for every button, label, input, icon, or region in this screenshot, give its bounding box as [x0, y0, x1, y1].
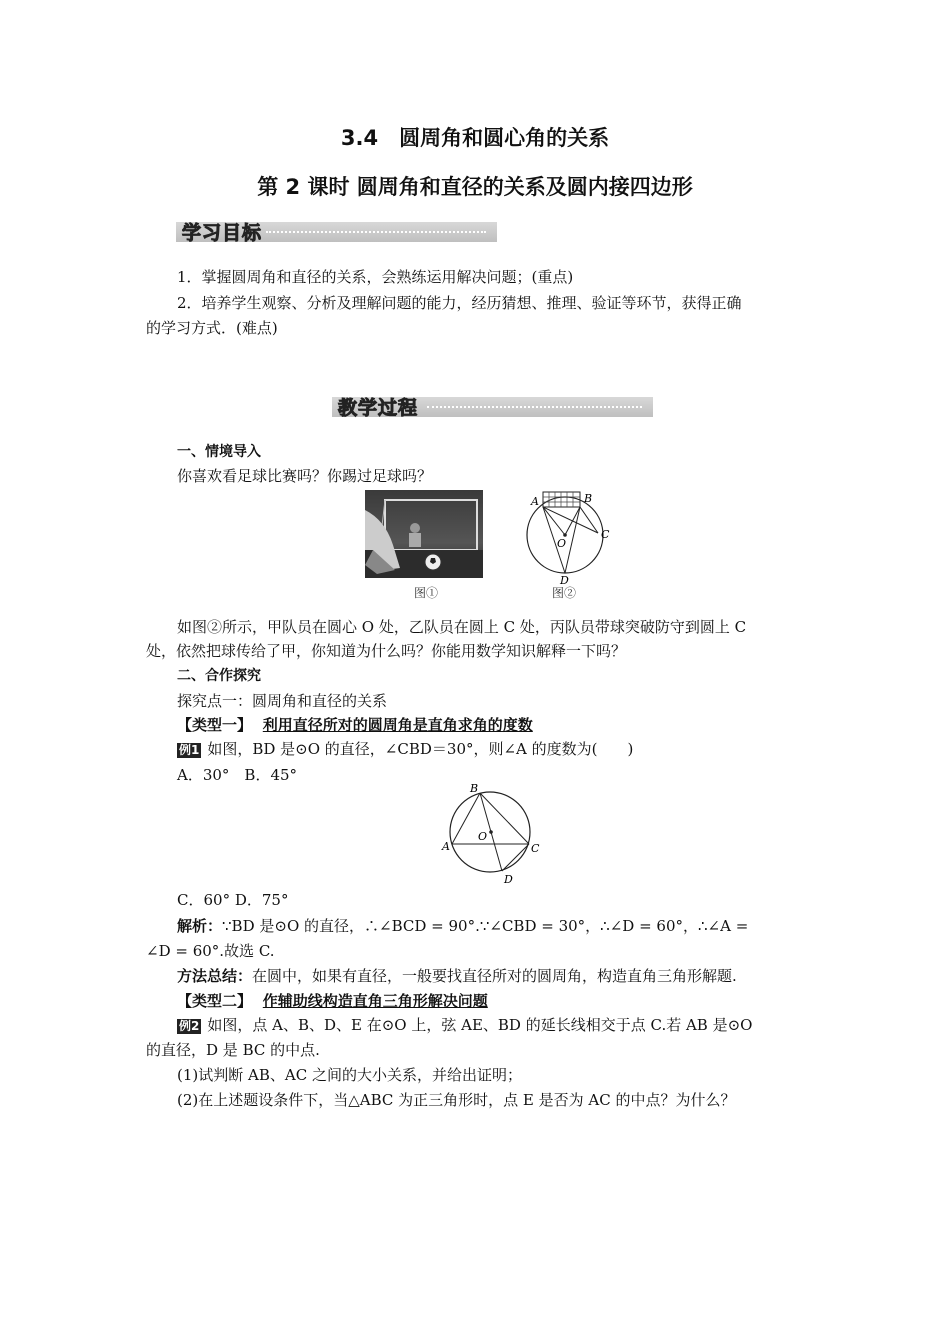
- fig2-label-c: C: [601, 528, 610, 541]
- process-banner-label: 教学过程: [338, 397, 419, 419]
- example-1: [177, 738, 633, 760]
- scenario-line2: 处，依然把球传给了甲，你知道为什么吗？你能用数学知识解释一下吗？: [146, 642, 627, 660]
- objectives-banner: [176, 222, 497, 242]
- process-banner: [332, 397, 653, 417]
- type2-heading: [177, 990, 488, 1012]
- figure2-diagram: [524, 486, 614, 586]
- example-2-line1: 如图，点 A、B、D、E 在⊙O 上，弦 AE、BD 的延长线相交于点 C.若 AB 是⊙O: [207, 1016, 753, 1034]
- example-1-options-ab: A．30° B．45°: [177, 766, 298, 784]
- type1-title: 利用直径所对的圆周角是直角求角的度数: [262, 716, 533, 734]
- objectives-banner-label: 学习目标: [182, 222, 263, 244]
- example-1-text: 如图，BD 是⊙O 的直径，∠CBD＝30°，则∠A 的度数为( ): [207, 740, 634, 758]
- type1-heading: [177, 714, 533, 736]
- fig2-label-a: A: [531, 495, 539, 508]
- method-text: 在圆中，如果有直径，一般要找直径所对的圆周角，构造直角三角形解题.: [252, 967, 737, 985]
- analysis-text-1: ∵BD 是⊙O 的直径，∴∠BCD = 90°.∵∠CBD = 30°，∴∠D = 60°，∴∠A =: [222, 917, 749, 935]
- fig2-label-b: B: [584, 492, 593, 505]
- ex1-label-a: A: [442, 840, 450, 853]
- type2-title: 作辅助线构造直角三角形解决问题: [262, 992, 488, 1010]
- ex1-label-c: C: [531, 842, 540, 855]
- example-1-options-cd: C．60° D．75°: [177, 891, 289, 909]
- ex1-label-d: D: [504, 873, 513, 886]
- scenario-line1: 如图②所示，甲队员在圆心 O 处，乙队员在圆上 C 处，丙队员带球突破防守到圆上 C: [177, 618, 747, 636]
- type2-label: 【类型二】: [177, 992, 253, 1010]
- ex1-label-b: B: [470, 782, 479, 795]
- intro-question: 你喜欢看足球比赛吗？你踢过足球吗？: [177, 467, 433, 485]
- section-1-heading: 一、情境导入: [177, 444, 261, 460]
- example-2-question-1: (1)试判断 AB、AC 之间的大小关系，并给出证明；: [177, 1066, 522, 1084]
- banner-dots: [427, 406, 642, 408]
- example-2-line2: 的直径，D 是 BC 的中点.: [146, 1041, 320, 1059]
- type1-label: 【类型一】: [177, 716, 253, 734]
- analysis-line1: [177, 915, 748, 937]
- objective-2-line1: 2．培养学生观察、分析及理解问题的能力，经历猜想、推理、验证等环节，获得正确: [177, 294, 742, 312]
- objective-2-line2: 的学习方式．(难点): [146, 319, 278, 337]
- figure1-caption: 图①: [414, 586, 439, 600]
- example-2: [177, 1014, 752, 1036]
- example1-diagram: [440, 782, 545, 887]
- objective-1: 1．掌握圆周角和直径的关系，会熟练运用解决问题；(重点): [177, 268, 574, 286]
- example-1-badge: 例1: [179, 743, 200, 757]
- analysis-line2: ∠D = 60°.故选 C.: [146, 942, 275, 960]
- page-title: 3.4 圆周角和圆心角的关系: [340, 126, 610, 150]
- figure2-caption: 图②: [552, 586, 577, 600]
- soccer-photo: [365, 490, 483, 578]
- page-subtitle: 第 2 课时 圆周角和直径的关系及圆内接四边形: [257, 175, 693, 199]
- ex1-label-o: O: [478, 830, 488, 843]
- example-2-badge: 例2: [179, 1019, 200, 1033]
- fig2-label-o: O: [557, 537, 567, 550]
- section-2-heading: 二、合作探究: [177, 668, 261, 684]
- point-1: 探究点一：圆周角和直径的关系: [177, 692, 388, 710]
- banner-dots: [266, 231, 486, 233]
- fig2-label-d: D: [560, 574, 569, 586]
- example-2-question-2: (2)在上述题设条件下，当△ABC 为正三角形时，点 E 是否为 AC 的中点？为什么？: [177, 1091, 736, 1109]
- method-summary: [177, 965, 737, 987]
- analysis-label: 解析：: [177, 917, 223, 935]
- method-label: 方法总结：: [177, 967, 253, 985]
